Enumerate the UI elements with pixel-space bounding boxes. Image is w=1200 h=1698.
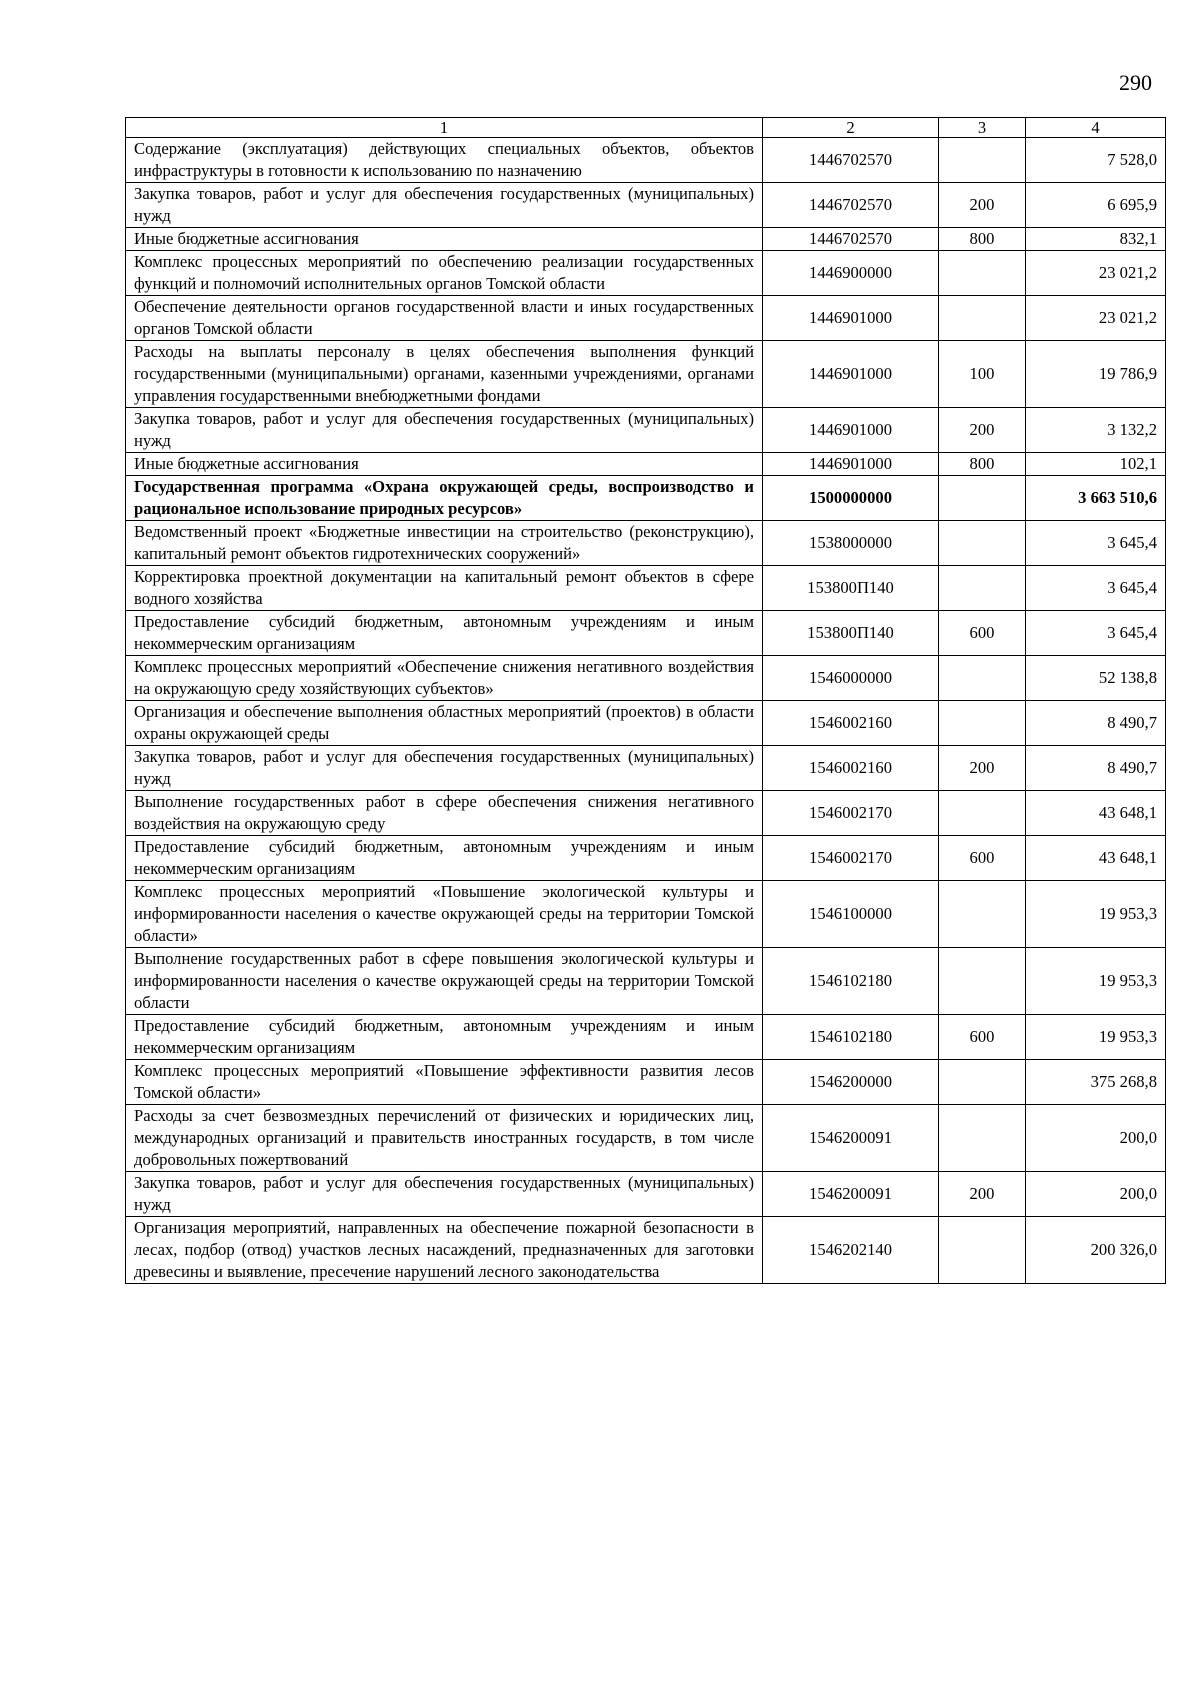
row-amount-cell: 3 645,4 [1026,521,1166,566]
row-code-cell: 153800П140 [763,611,939,656]
table-row [126,1060,1166,1105]
row-type-cell: 200 [939,746,1026,791]
row-amount-cell: 19 953,3 [1026,948,1166,1015]
row-type-cell [939,1105,1026,1172]
row-amount-cell: 43 648,1 [1026,791,1166,836]
row-name-cell: Ведомственный проект «Бюджетные инвестиции на строительство (реконструкцию), капитальный ремонт объектов гидротехнических сооружений» [126,521,763,566]
row-code-cell: 1446900000 [763,251,939,296]
row-amount-cell: 8 490,7 [1026,746,1166,791]
table-row [126,1105,1166,1172]
row-name-cell: Обеспечение деятельности органов государственной власти и иных государственных органов Томской области [126,296,763,341]
row-name-cell: Комплекс процессных мероприятий «Обеспечение снижения негативного воздействия на окружающую среду хозяйствующих субъектов» [126,656,763,701]
row-type-cell [939,296,1026,341]
row-amount-cell: 8 490,7 [1026,701,1166,746]
table-row [126,183,1166,228]
row-type-cell: 600 [939,1015,1026,1060]
table-row [126,701,1166,746]
row-type-cell [939,476,1026,521]
table-row [126,881,1166,948]
row-name-cell: Иные бюджетные ассигнования [126,228,763,251]
row-amount-cell: 3 645,4 [1026,566,1166,611]
row-name-cell: Корректировка проектной документации на капитальный ремонт объектов в сфере водного хозяйства [126,566,763,611]
row-type-cell: 200 [939,1172,1026,1217]
row-amount-cell: 200 326,0 [1026,1217,1166,1284]
row-type-cell [939,881,1026,948]
table-body [126,138,1166,1284]
row-code-cell: 1546000000 [763,656,939,701]
row-amount-cell: 23 021,2 [1026,251,1166,296]
table-row [126,791,1166,836]
row-type-cell [939,656,1026,701]
row-type-cell [939,1217,1026,1284]
row-amount-cell: 6 695,9 [1026,183,1166,228]
row-type-cell [939,948,1026,1015]
row-type-cell [939,701,1026,746]
table-row [126,296,1166,341]
table-row [126,521,1166,566]
row-code-cell: 1446702570 [763,228,939,251]
row-type-cell: 600 [939,836,1026,881]
row-code-cell: 1546202140 [763,1217,939,1284]
row-code-cell: 1546102180 [763,948,939,1015]
row-type-cell [939,1060,1026,1105]
row-name-cell: Предоставление субсидий бюджетным, автономным учреждениям и иным некоммерческим организациям [126,836,763,881]
table-row [126,341,1166,408]
row-code-cell: 1446901000 [763,408,939,453]
row-name-cell: Расходы за счет безвозмездных перечислений от физических и юридических лиц, международных организаций и правительств иностранных государств, в том числе добровольных пожертвований [126,1105,763,1172]
row-amount-cell: 832,1 [1026,228,1166,251]
table-row [126,1172,1166,1217]
table-row [126,1217,1166,1284]
table-row [126,836,1166,881]
row-name-cell: Расходы на выплаты персоналу в целях обеспечения выполнения функций государственными (муниципальными) органами, казенными учреждениями, органами управления государственными внебюджетными фондами [126,341,763,408]
row-amount-cell: 200,0 [1026,1172,1166,1217]
row-amount-cell: 200,0 [1026,1105,1166,1172]
row-code-cell: 1546002160 [763,746,939,791]
row-code-cell: 1446702570 [763,138,939,183]
row-amount-cell: 102,1 [1026,453,1166,476]
row-amount-cell: 375 268,8 [1026,1060,1166,1105]
row-code-cell: 1446901000 [763,341,939,408]
row-amount-cell: 19 786,9 [1026,341,1166,408]
table-row [126,566,1166,611]
table-row [126,746,1166,791]
row-name-cell: Закупка товаров, работ и услуг для обеспечения государственных (муниципальных) нужд [126,1172,763,1217]
table-row [126,453,1166,476]
table-row [126,251,1166,296]
row-code-cell: 1500000000 [763,476,939,521]
row-code-cell: 1546002170 [763,836,939,881]
row-code-cell: 1546200091 [763,1105,939,1172]
table-row [126,138,1166,183]
header-col-1: 1 [126,118,763,138]
row-code-cell: 153800П140 [763,566,939,611]
row-type-cell [939,521,1026,566]
header-row [126,118,1166,138]
table-header [126,118,1166,138]
row-amount-cell: 3 645,4 [1026,611,1166,656]
row-type-cell: 100 [939,341,1026,408]
row-type-cell [939,566,1026,611]
row-code-cell: 1546002170 [763,791,939,836]
row-amount-cell: 3 132,2 [1026,408,1166,453]
row-name-cell: Закупка товаров, работ и услуг для обеспечения государственных (муниципальных) нужд [126,183,763,228]
header-col-2: 2 [763,118,939,138]
row-name-cell: Выполнение государственных работ в сфере повышения экологической культуры и информированности населения о качестве окружающей среды на территории Томской области [126,948,763,1015]
table-row [126,948,1166,1015]
row-code-cell: 1546200000 [763,1060,939,1105]
row-type-cell: 800 [939,228,1026,251]
table-row [126,228,1166,251]
row-amount-cell: 7 528,0 [1026,138,1166,183]
row-code-cell: 1546200091 [763,1172,939,1217]
row-name-cell: Организация и обеспечение выполнения областных мероприятий (проектов) в области охраны окружающей среды [126,701,763,746]
row-name-cell: Выполнение государственных работ в сфере обеспечения снижения негативного воздействия на окружающую среду [126,791,763,836]
row-name-cell: Иные бюджетные ассигнования [126,453,763,476]
row-name-cell: Предоставление субсидий бюджетным, автономным учреждениям и иным некоммерческим организациям [126,611,763,656]
row-type-cell: 800 [939,453,1026,476]
row-amount-cell: 19 953,3 [1026,881,1166,948]
row-name-cell: Государственная программа «Охрана окружающей среды, воспроизводство и рациональное использование природных ресурсов» [126,476,763,521]
row-code-cell: 1546100000 [763,881,939,948]
table-row [126,1015,1166,1060]
table-row [126,611,1166,656]
row-type-cell: 600 [939,611,1026,656]
row-type-cell [939,138,1026,183]
row-type-cell [939,791,1026,836]
row-code-cell: 1538000000 [763,521,939,566]
row-code-cell: 1446702570 [763,183,939,228]
row-amount-cell: 23 021,2 [1026,296,1166,341]
row-name-cell: Комплекс процессных мероприятий «Повышение экологической культуры и информированности населения о качестве окружающей среды на территории Томской области» [126,881,763,948]
header-col-3: 3 [939,118,1026,138]
table-row [126,656,1166,701]
row-name-cell: Закупка товаров, работ и услуг для обеспечения государственных (муниципальных) нужд [126,408,763,453]
row-name-cell: Закупка товаров, работ и услуг для обеспечения государственных (муниципальных) нужд [126,746,763,791]
row-code-cell: 1446901000 [763,453,939,476]
row-amount-cell: 52 138,8 [1026,656,1166,701]
table-row [126,408,1166,453]
row-amount-cell: 19 953,3 [1026,1015,1166,1060]
row-name-cell: Комплекс процессных мероприятий «Повышение эффективности развития лесов Томской области» [126,1060,763,1105]
row-code-cell: 1446901000 [763,296,939,341]
row-type-cell [939,251,1026,296]
row-name-cell: Предоставление субсидий бюджетным, автономным учреждениям и иным некоммерческим организациям [126,1015,763,1060]
budget-table [125,117,1166,1284]
header-col-4: 4 [1026,118,1166,138]
row-code-cell: 1546102180 [763,1015,939,1060]
row-amount-cell: 3 663 510,6 [1026,476,1166,521]
table-row [126,476,1166,521]
row-type-cell: 200 [939,408,1026,453]
row-name-cell: Организация мероприятий, направленных на обеспечение пожарной безопасности в лесах, подбор (отвод) участков лесных насаждений, предназначенных для заготовки древесины и выявление, пресечение нарушений лесного законодательства [126,1217,763,1284]
row-type-cell: 200 [939,183,1026,228]
row-code-cell: 1546002160 [763,701,939,746]
page-number: 290 [1119,70,1152,95]
row-name-cell: Комплекс процессных мероприятий по обеспечению реализации государственных функций и полномочий исполнительных органов Томской области [126,251,763,296]
row-name-cell: Содержание (эксплуатация) действующих специальных объектов, объектов инфраструктуры в готовности к использованию по назначению [126,138,763,183]
row-amount-cell: 43 648,1 [1026,836,1166,881]
